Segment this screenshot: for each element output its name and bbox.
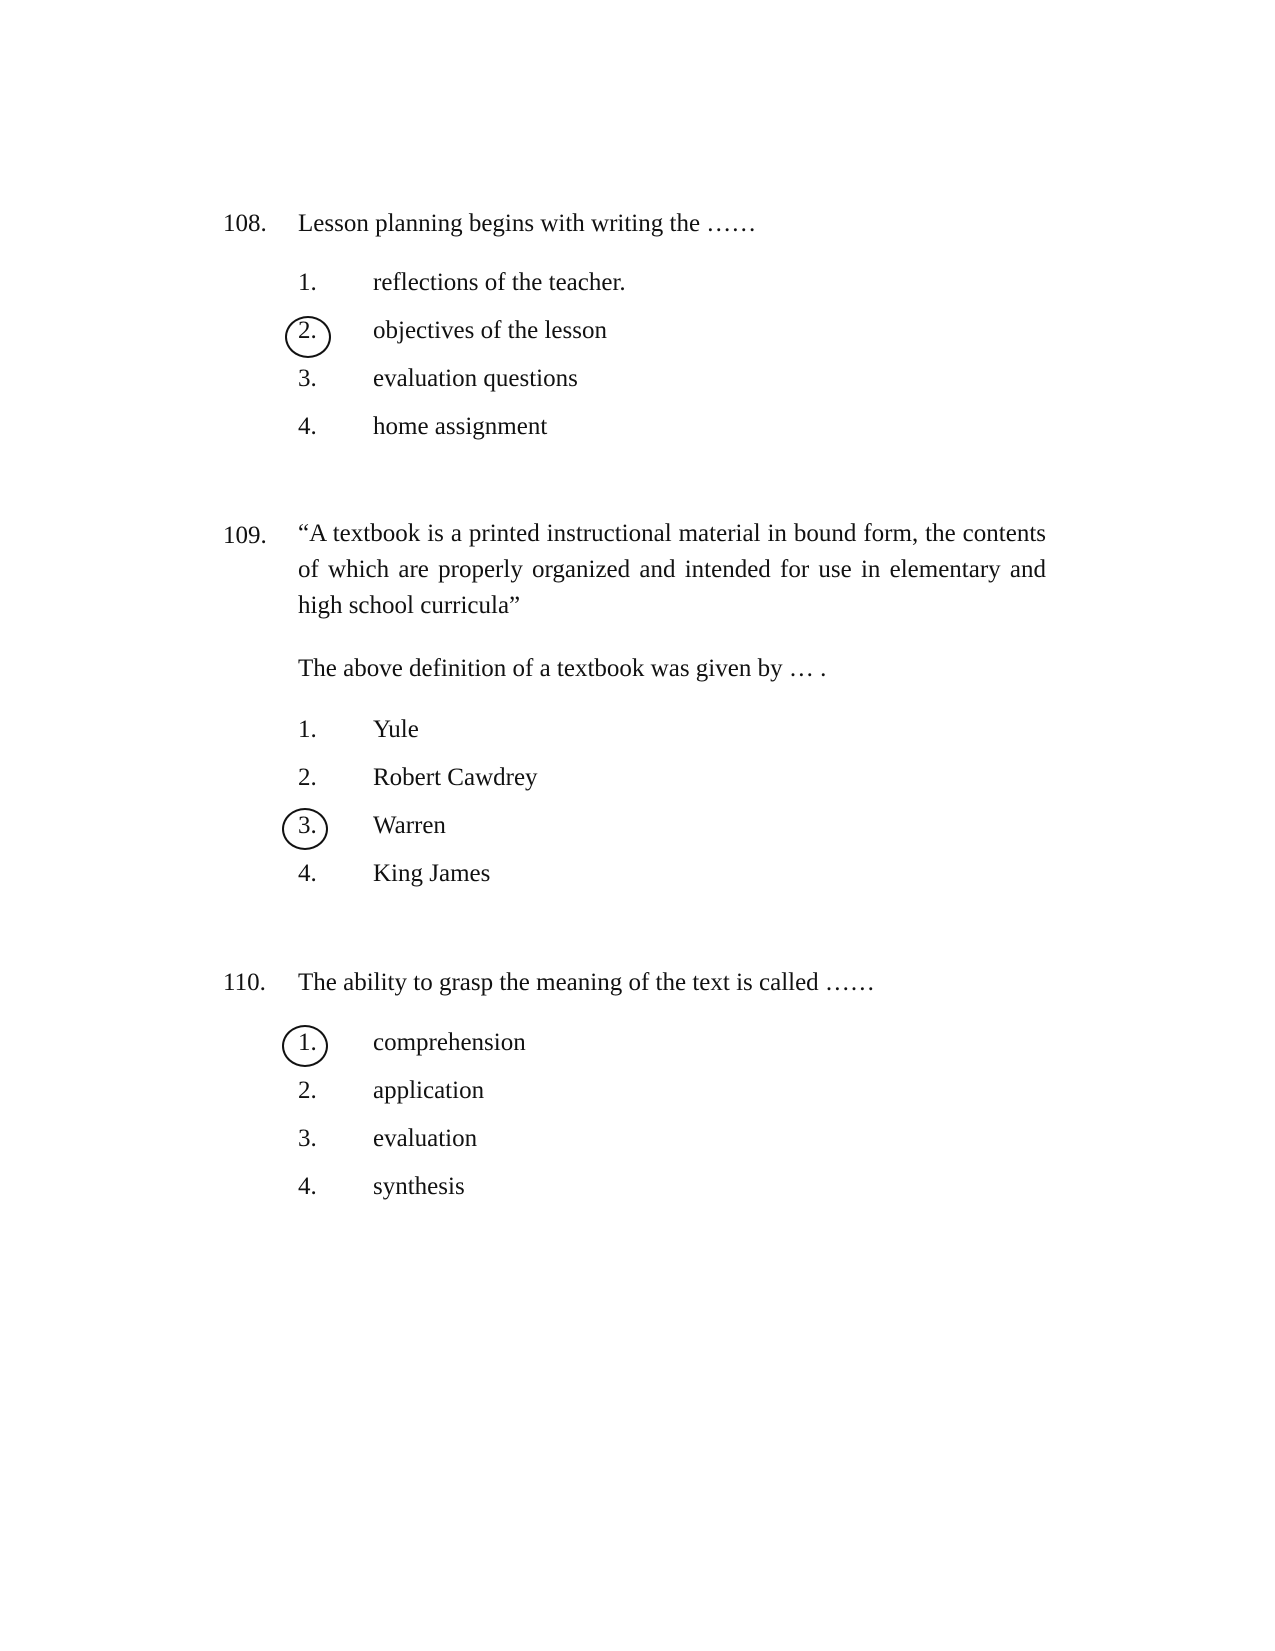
option-text: objectives of the lesson — [373, 317, 607, 344]
option-text: comprehension — [373, 1029, 526, 1056]
option-text: synthesis — [373, 1173, 465, 1200]
question-number: 110. — [223, 969, 266, 996]
option-number: 4. — [298, 860, 317, 887]
option-number: 3. — [298, 365, 317, 392]
question-text: “A textbook is a printed instructional material in bound form, the contents of which are properly organized and intended for use in elementary and high school curricula” — [298, 520, 1046, 619]
question-number: 108. — [223, 210, 267, 237]
option-number: 2. — [298, 1077, 317, 1104]
option-number: 1. — [298, 716, 317, 743]
option-text: reflections of the teacher. — [373, 269, 626, 296]
option-text: application — [373, 1077, 485, 1104]
question-subtext: The above definition of a textbook was given by … . — [298, 655, 827, 682]
question-text: The ability to grasp the meaning of the text is called …… — [298, 969, 875, 996]
option-number: 2. — [298, 764, 317, 791]
option-text: King James — [373, 860, 491, 887]
option-number: 4. — [298, 413, 317, 440]
option-text: home assignment — [373, 413, 548, 440]
question-number: 109. — [223, 522, 267, 549]
option-number: 4. — [298, 1173, 317, 1200]
option-number: 3. — [298, 1125, 317, 1152]
option-number: 3. — [298, 812, 317, 839]
option-number: 1. — [298, 269, 317, 296]
option-text: Warren — [373, 812, 446, 839]
option-number: 1. — [298, 1029, 317, 1056]
option-text: Robert Cawdrey — [373, 764, 538, 791]
option-number: 2. — [298, 317, 317, 344]
option-text: evaluation — [373, 1125, 478, 1152]
option-text: Yule — [373, 716, 419, 743]
question-text: Lesson planning begins with writing the …… — [298, 210, 757, 237]
option-text: evaluation questions — [373, 365, 578, 392]
